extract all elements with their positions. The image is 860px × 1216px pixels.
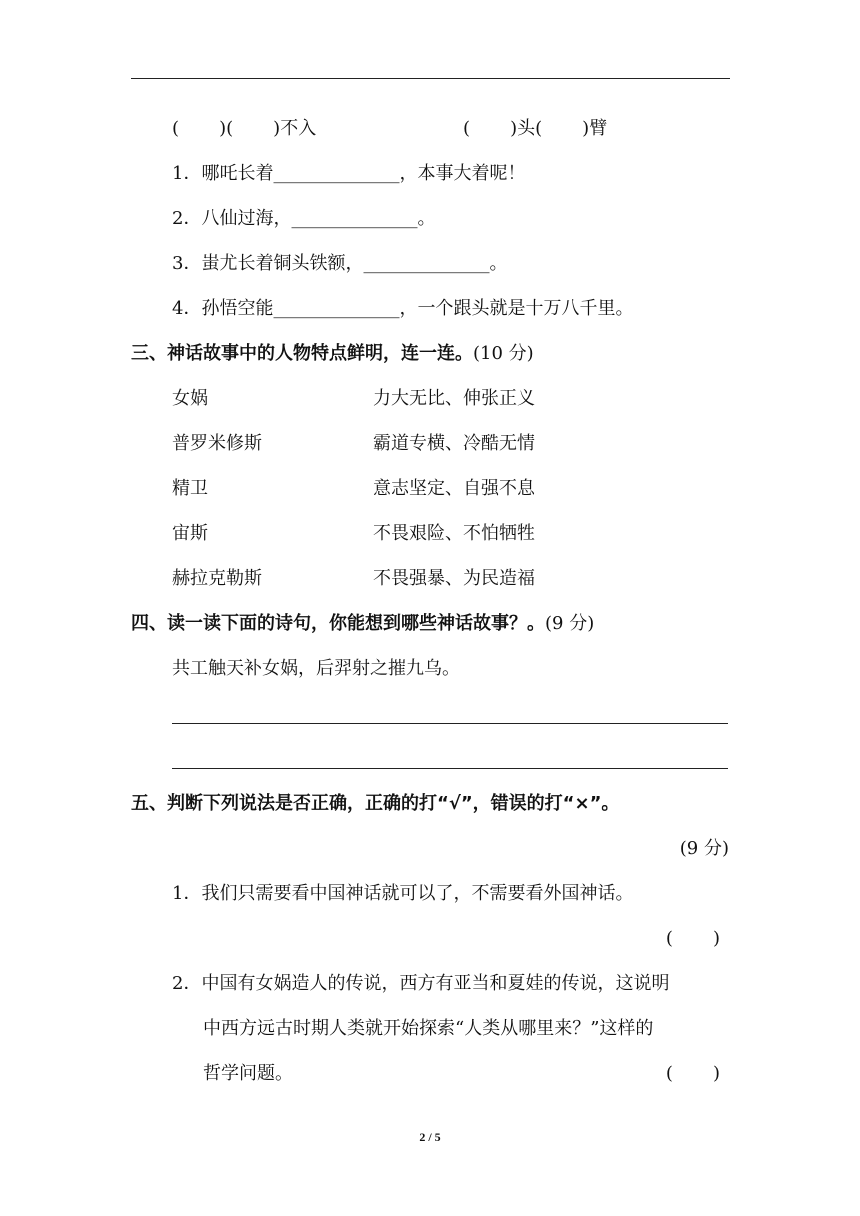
section4-title: 四、读一读下面的诗句，你能想到哪些神话故事？。 bbox=[131, 613, 545, 634]
section5-title: 五、判断下列说法是否正确，正确的打“√”，错误的打“×”。 bbox=[131, 793, 620, 814]
header-rule bbox=[131, 78, 730, 79]
trait-item: 霸道专横、冷酷无情 bbox=[373, 433, 535, 454]
fill-item-4: 4．孙悟空能______________，一个跟头就是十万八千里。 bbox=[172, 298, 634, 319]
idiom-blank-left: ( )( )不入 bbox=[172, 118, 317, 139]
trait-item: 意志坚定、自强不息 bbox=[373, 478, 535, 499]
trait-item: 不畏强暴、为民造福 bbox=[373, 568, 535, 589]
judge-item-2-line3: 哲学问题。 bbox=[203, 1063, 293, 1084]
trait-item: 不畏艰险、不怕牺牲 bbox=[373, 523, 535, 544]
trait-item: 力大无比、伸张正义 bbox=[373, 388, 535, 409]
section3-heading bbox=[131, 342, 534, 366]
character-item: 精卫 bbox=[172, 478, 208, 499]
page-number: 2 / 5 bbox=[419, 1130, 441, 1144]
fill-item-2: 2．八仙过海，______________。 bbox=[172, 208, 436, 229]
section4-score: (9 分) bbox=[545, 613, 595, 634]
section4-heading bbox=[131, 612, 594, 636]
judge-item-1: 1．我们只需要看中国神话就可以了，不需要看外国神话。 bbox=[172, 883, 634, 904]
character-item: 普罗米修斯 bbox=[172, 433, 262, 454]
character-item: 宙斯 bbox=[172, 523, 208, 544]
character-item: 女娲 bbox=[172, 388, 208, 409]
poem-line: 共工触天补女娲，后羿射之摧九乌。 bbox=[172, 658, 460, 679]
fill-item-3: 3．蚩尤长着铜头铁额，______________。 bbox=[172, 253, 508, 274]
idiom-blank-right: ( )头( )臂 bbox=[463, 118, 608, 139]
judge-item-2-line2: 中西方远古时期人类就开始探索“人类从哪里来？”这样的 bbox=[203, 1018, 654, 1039]
section5-score: (9 分) bbox=[679, 838, 729, 859]
judge-item-2-line1: 2．中国有女娲造人的传说，西方有亚当和夏娃的传说，这说明 bbox=[172, 973, 670, 994]
fill-item-1: 1．哪吒长着______________，本事大着呢！ bbox=[172, 163, 526, 184]
judge-bracket-2: ( ) bbox=[665, 1063, 720, 1084]
section3-score: (10 分) bbox=[473, 343, 534, 364]
answer-line-1 bbox=[172, 723, 728, 724]
character-item: 赫拉克勒斯 bbox=[172, 568, 262, 589]
judge-bracket-1: ( ) bbox=[665, 928, 720, 949]
answer-line-2 bbox=[172, 768, 728, 769]
section3-title: 三、神话故事中的人物特点鲜明，连一连。 bbox=[131, 343, 473, 364]
